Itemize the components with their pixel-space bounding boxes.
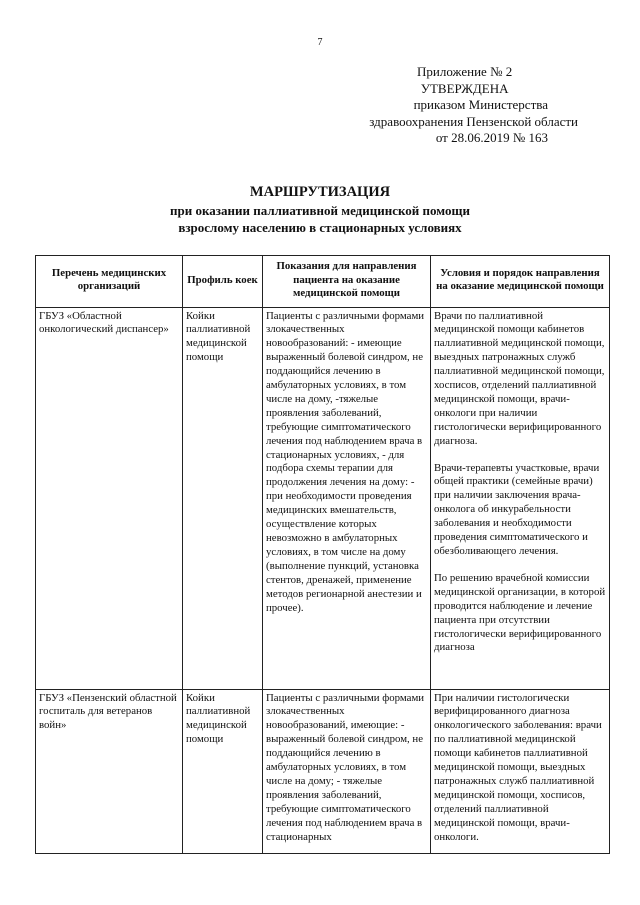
cell-organization: ГБУЗ «Областной онкологический диспансер»: [36, 307, 183, 689]
approval-date: от 28.06.2019 № 163: [435, 130, 548, 145]
cell-indications: Пациенты с различными формами злокачественных новообразований, имеющие: - выраженный болевой синдром, не поддающийся лечению в амбулаторных условиях, в том числе на дому; - тяжелые проявления заболеваний, требующие симптоматического лечения под наблюдением врача в стационарных: [263, 689, 431, 853]
page-number: 7: [317, 37, 323, 48]
table-row: [36, 307, 610, 689]
header-bed-profile: Профиль коек: [183, 256, 263, 308]
title-sub1: при оказании паллиативной медицинской помощи: [170, 203, 470, 218]
conditions-paragraph: При наличии гистологически верифицированного диагноза онкологического заболевания: врачи по паллиативной медицинской помощи кабинетов паллиативной медицинской помощи, выездных патронажных служб паллиативной медицинской помощи, хосписов, отделений паллиативной медицинской помощи, врачи-онкологи.: [434, 691, 602, 843]
cell-conditions: [431, 689, 610, 853]
conditions-paragraph: Врачи-терапевты участковые, врачи общей практики (семейные врачи) при наличии заключения врача-онколога об инкурабельности заболевания и необходимости проведения симптоматического и обезболивающего лечения.: [434, 461, 600, 557]
cell-organization: ГБУЗ «Пензенский областной госпиталь для ветеранов войн»: [36, 689, 183, 853]
title-main: МАРШРУТИЗАЦИЯ: [249, 184, 391, 200]
cell-indications: Пациенты с различными формами злокачественных новообразований: - имеющие выраженный болевой синдром, не поддающийся лечению в амбулаторных условиях, в том числе на дому, -тяжелые проявления заболеваний, требующие симптоматического лечения под наблюдением врача в стационарных условиях, - для подбора схемы терапии для продолжения лечения на дому: - при необходимости проведения медицинских вмешательств, осуществление которых невозможно в амбулаторных условиях, в том числе на дому (выполнение пункций, установка стентов, дренажей, применение методов регионарной анестезии и прочее).: [263, 307, 431, 689]
approval-appendix: Приложение № 2: [417, 64, 513, 79]
header-conditions: Условия и порядок направления на оказание медицинской помощи: [431, 256, 610, 308]
header-indications: Показания для направления пациента на оказание медицинской помощи: [263, 256, 431, 308]
table-header-row: [36, 256, 610, 308]
cell-conditions: [431, 307, 610, 689]
conditions-paragraph: Врачи по паллиативной медицинской помощи кабинетов паллиативной медицинской помощи, выездных патронажных служб паллиативной медицинской помощи, хосписов, отделений паллиативной медицинской помощи, врачи-онкологи при наличии гистологически верифицированного диагноза.: [434, 309, 605, 447]
approval-stamp: [369, 64, 578, 147]
document-title: [0, 183, 640, 236]
approval-approved: УТВЕРЖДЕНА: [420, 80, 509, 96]
header-organizations: Перечень медицинских организаций: [36, 256, 183, 308]
title-sub2: взрослому населению в стационарных условиях: [178, 220, 462, 235]
table-row: [36, 689, 610, 853]
conditions-paragraph: По решению врачебной комиссии медицинской организации, в которой проводится наблюдение и лечение пациента при отсутствии гистологически верифицированного диагноза: [434, 571, 606, 654]
routing-table: [35, 255, 610, 854]
cell-bed-profile: Койки паллиативной медицинской помощи: [183, 307, 263, 689]
cell-bed-profile: Койки паллиативной медицинской помощи: [183, 689, 263, 853]
approval-order: приказом Министерства: [413, 97, 548, 112]
approval-ministry: здравоохранения Пензенской области: [369, 113, 578, 129]
